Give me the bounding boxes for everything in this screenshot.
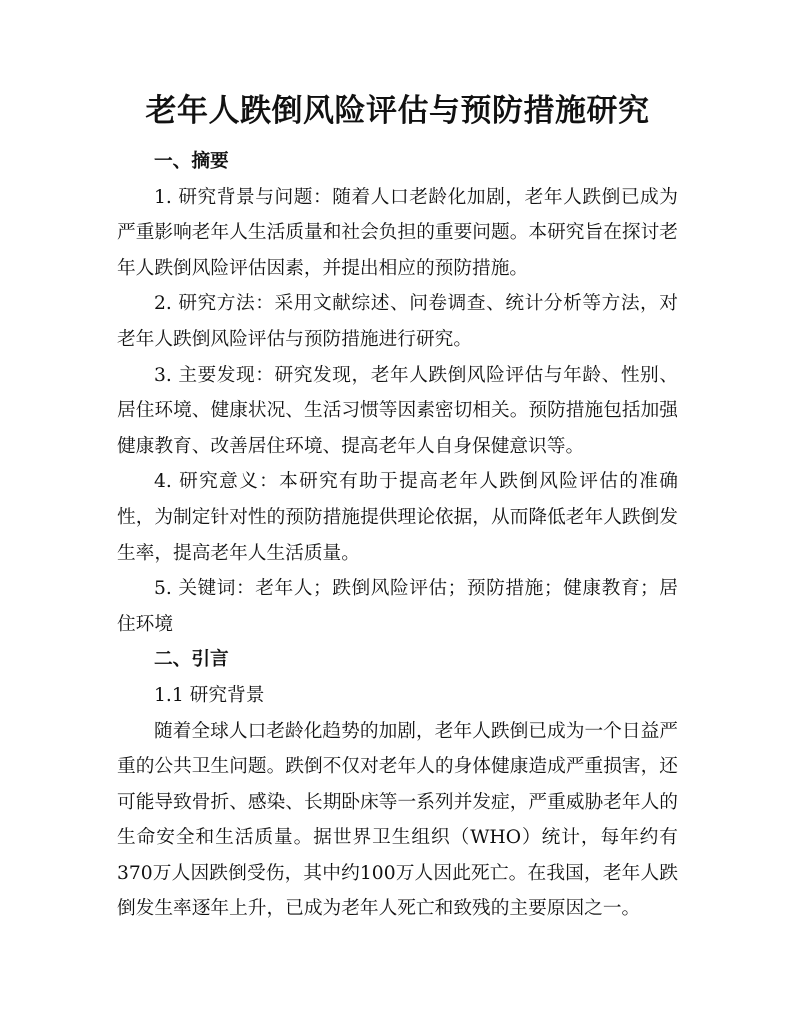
abstract-paragraph-1: 1. 研究背景与问题：随着人口老龄化加剧，老年人跌倒已成为严重影响老年人生活质量和社会负担的重要问题。本研究旨在探讨老年人跌倒风险评估因素，并提出相应的预防措施。 <box>117 186 678 279</box>
abstract-paragraph-2: 2. 研究方法：采用文献综述、问卷调查、统计分析等方法，对老年人跌倒风险评估与预防措施进行研究。 <box>117 293 678 350</box>
abstract-keywords: 5. 关键词：老年人；跌倒风险评估；预防措施；健康教育；居住环境 <box>117 578 678 635</box>
abstract-paragraph-3: 3. 主要发现：研究发现，老年人跌倒风险评估与年龄、性别、居住环境、健康状况、生活习惯等因素密切相关。预防措施包括加强健康教育、改善居住环境、提高老年人自身保健意识等。 <box>117 364 678 457</box>
section-heading-abstract: 一、摘要 <box>154 151 229 172</box>
abstract-paragraph-4: 4. 研究意义：本研究有助于提高老年人跌倒风险评估的准确性，为制定针对性的预防措施提供理论依据，从而降低老年人跌倒发生率，提高老年人生活质量。 <box>117 471 678 564</box>
document-title: 老年人跌倒风险评估与预防措施研究 <box>145 93 650 129</box>
section-heading-introduction: 二、引言 <box>154 649 229 671</box>
subsection-heading-background: 1.1 研究背景 <box>154 684 265 706</box>
introduction-paragraph-1: 随着全球人口老龄化趋势的加剧，老年人跌倒已成为一个日益严重的公共卫生问题。跌倒不仅对老年人的身体健康造成严重损害，还可能导致骨折、感染、长期卧床等一系列并发症，严重威胁老年人的生命安全和生活质量。据世界卫生组织（WHO）统计，每年约有370万人因跌倒受伤，其中约100万人因此死亡。在我国，老年人跌倒发生率逐年上升，已成为老年人死亡和致残的主要原因之一。 <box>117 720 678 920</box>
document-page <box>117 88 678 927</box>
